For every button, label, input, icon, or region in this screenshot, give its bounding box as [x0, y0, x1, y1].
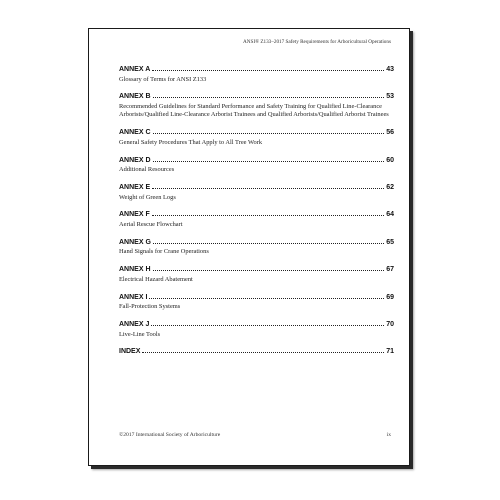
toc-entry-description: Aerial Rescue Flowchart: [119, 220, 183, 228]
toc-entry-label: ANNEX C: [119, 129, 151, 137]
dot-leader: [153, 161, 385, 162]
dot-leader: [152, 215, 384, 216]
toc-entry-annex-e[interactable]: [119, 183, 394, 202]
toc-entry-annex-g[interactable]: [119, 238, 394, 257]
dot-leader: [142, 352, 384, 353]
document-page: [88, 28, 410, 466]
toc-entry-page: 69: [386, 293, 394, 301]
toc-entry-label: ANNEX J: [119, 321, 150, 329]
dot-leader: [152, 70, 384, 71]
toc-entry-page: 60: [386, 156, 394, 164]
toc-entry-page: 71: [386, 348, 394, 356]
toc-entry-heading: [119, 238, 394, 247]
toc-entry-description: Electrical Hazard Abatement: [119, 275, 193, 283]
toc-entry-index[interactable]: [119, 347, 394, 356]
toc-entry-label: ANNEX F: [119, 211, 150, 219]
toc-entry-heading: [119, 347, 394, 356]
toc-entry-description: Additional Resources: [119, 166, 175, 174]
toc-entry-page: 56: [386, 129, 394, 137]
footer-page-number: ix: [386, 432, 391, 438]
footer-copyright: ©2017 International Society of Arboriculture: [119, 432, 221, 438]
toc-entry-heading: [119, 156, 394, 165]
dot-leader: [153, 97, 385, 98]
toc-entry-page: 67: [386, 266, 394, 274]
toc-entry-annex-b[interactable]: [119, 92, 394, 119]
toc-entry-page: 62: [386, 184, 394, 192]
toc-entry-heading: [119, 293, 394, 302]
toc-entry-label: INDEX: [119, 348, 141, 356]
toc-entry-heading: [119, 320, 394, 329]
toc-entry-page: 43: [386, 66, 394, 73]
toc-entry-heading: [119, 210, 394, 219]
toc-entry-description: Weight of Green Logs: [119, 193, 176, 201]
toc-entry-annex-a[interactable]: [119, 65, 394, 84]
toc-entry-label: ANNEX A: [119, 66, 151, 73]
toc-entry-page: 53: [386, 93, 394, 101]
toc-entry-heading: [119, 183, 394, 192]
toc-entry-label: ANNEX H: [119, 266, 151, 274]
toc-entry-annex-j[interactable]: [119, 320, 394, 339]
toc-entry-description: Live-Line Tools: [119, 330, 161, 338]
toc-entry-page: 64: [386, 211, 394, 219]
toc-entry-annex-h[interactable]: [119, 265, 394, 284]
toc-entry-heading: [119, 92, 394, 101]
toc-entry-page: 65: [386, 238, 394, 246]
dot-leader: [151, 325, 384, 326]
toc-entry-heading: [119, 265, 394, 274]
toc-entry-label: ANNEX B: [119, 93, 151, 101]
table-of-contents: [119, 65, 394, 365]
toc-entry-description: Recommended Guidelines for Standard Performance and Safety Training for Qualified Line-Clearance Arborists/Qualified Line-Clearance Arborist Trainees and Qualified Arborists/Qualified Arborist Trainees: [119, 102, 389, 119]
toc-entry-heading: [119, 128, 394, 137]
toc-entry-annex-i[interactable]: [119, 293, 394, 312]
toc-entry-description: Hand Signals for Crane Operations: [119, 248, 209, 256]
toc-entry-description: Fall-Protection Systems: [119, 303, 181, 311]
dot-leader: [153, 270, 385, 271]
toc-entry-annex-f[interactable]: [119, 210, 394, 229]
toc-entry-page: 70: [386, 321, 394, 329]
dot-leader: [153, 133, 385, 134]
toc-entry-label: ANNEX G: [119, 238, 151, 246]
toc-entry-description: General Safety Procedures That Apply to All Tree Work: [119, 138, 263, 146]
toc-entry-label: ANNEX D: [119, 156, 151, 164]
dot-leader: [152, 188, 384, 189]
toc-entry-label: ANNEX E: [119, 184, 151, 192]
toc-entry-label: ANNEX I: [119, 293, 148, 301]
dot-leader: [153, 243, 384, 244]
running-header: ANSI® Z133–2017 Safety Requirements for Arboricultural Operations: [242, 39, 391, 45]
toc-entry-heading: [119, 65, 394, 74]
toc-entry-annex-d[interactable]: [119, 156, 394, 175]
dot-leader: [149, 298, 384, 299]
toc-entry-annex-c[interactable]: [119, 128, 394, 147]
toc-entry-description: Glossary of Terms for ANSI Z133: [119, 75, 207, 83]
